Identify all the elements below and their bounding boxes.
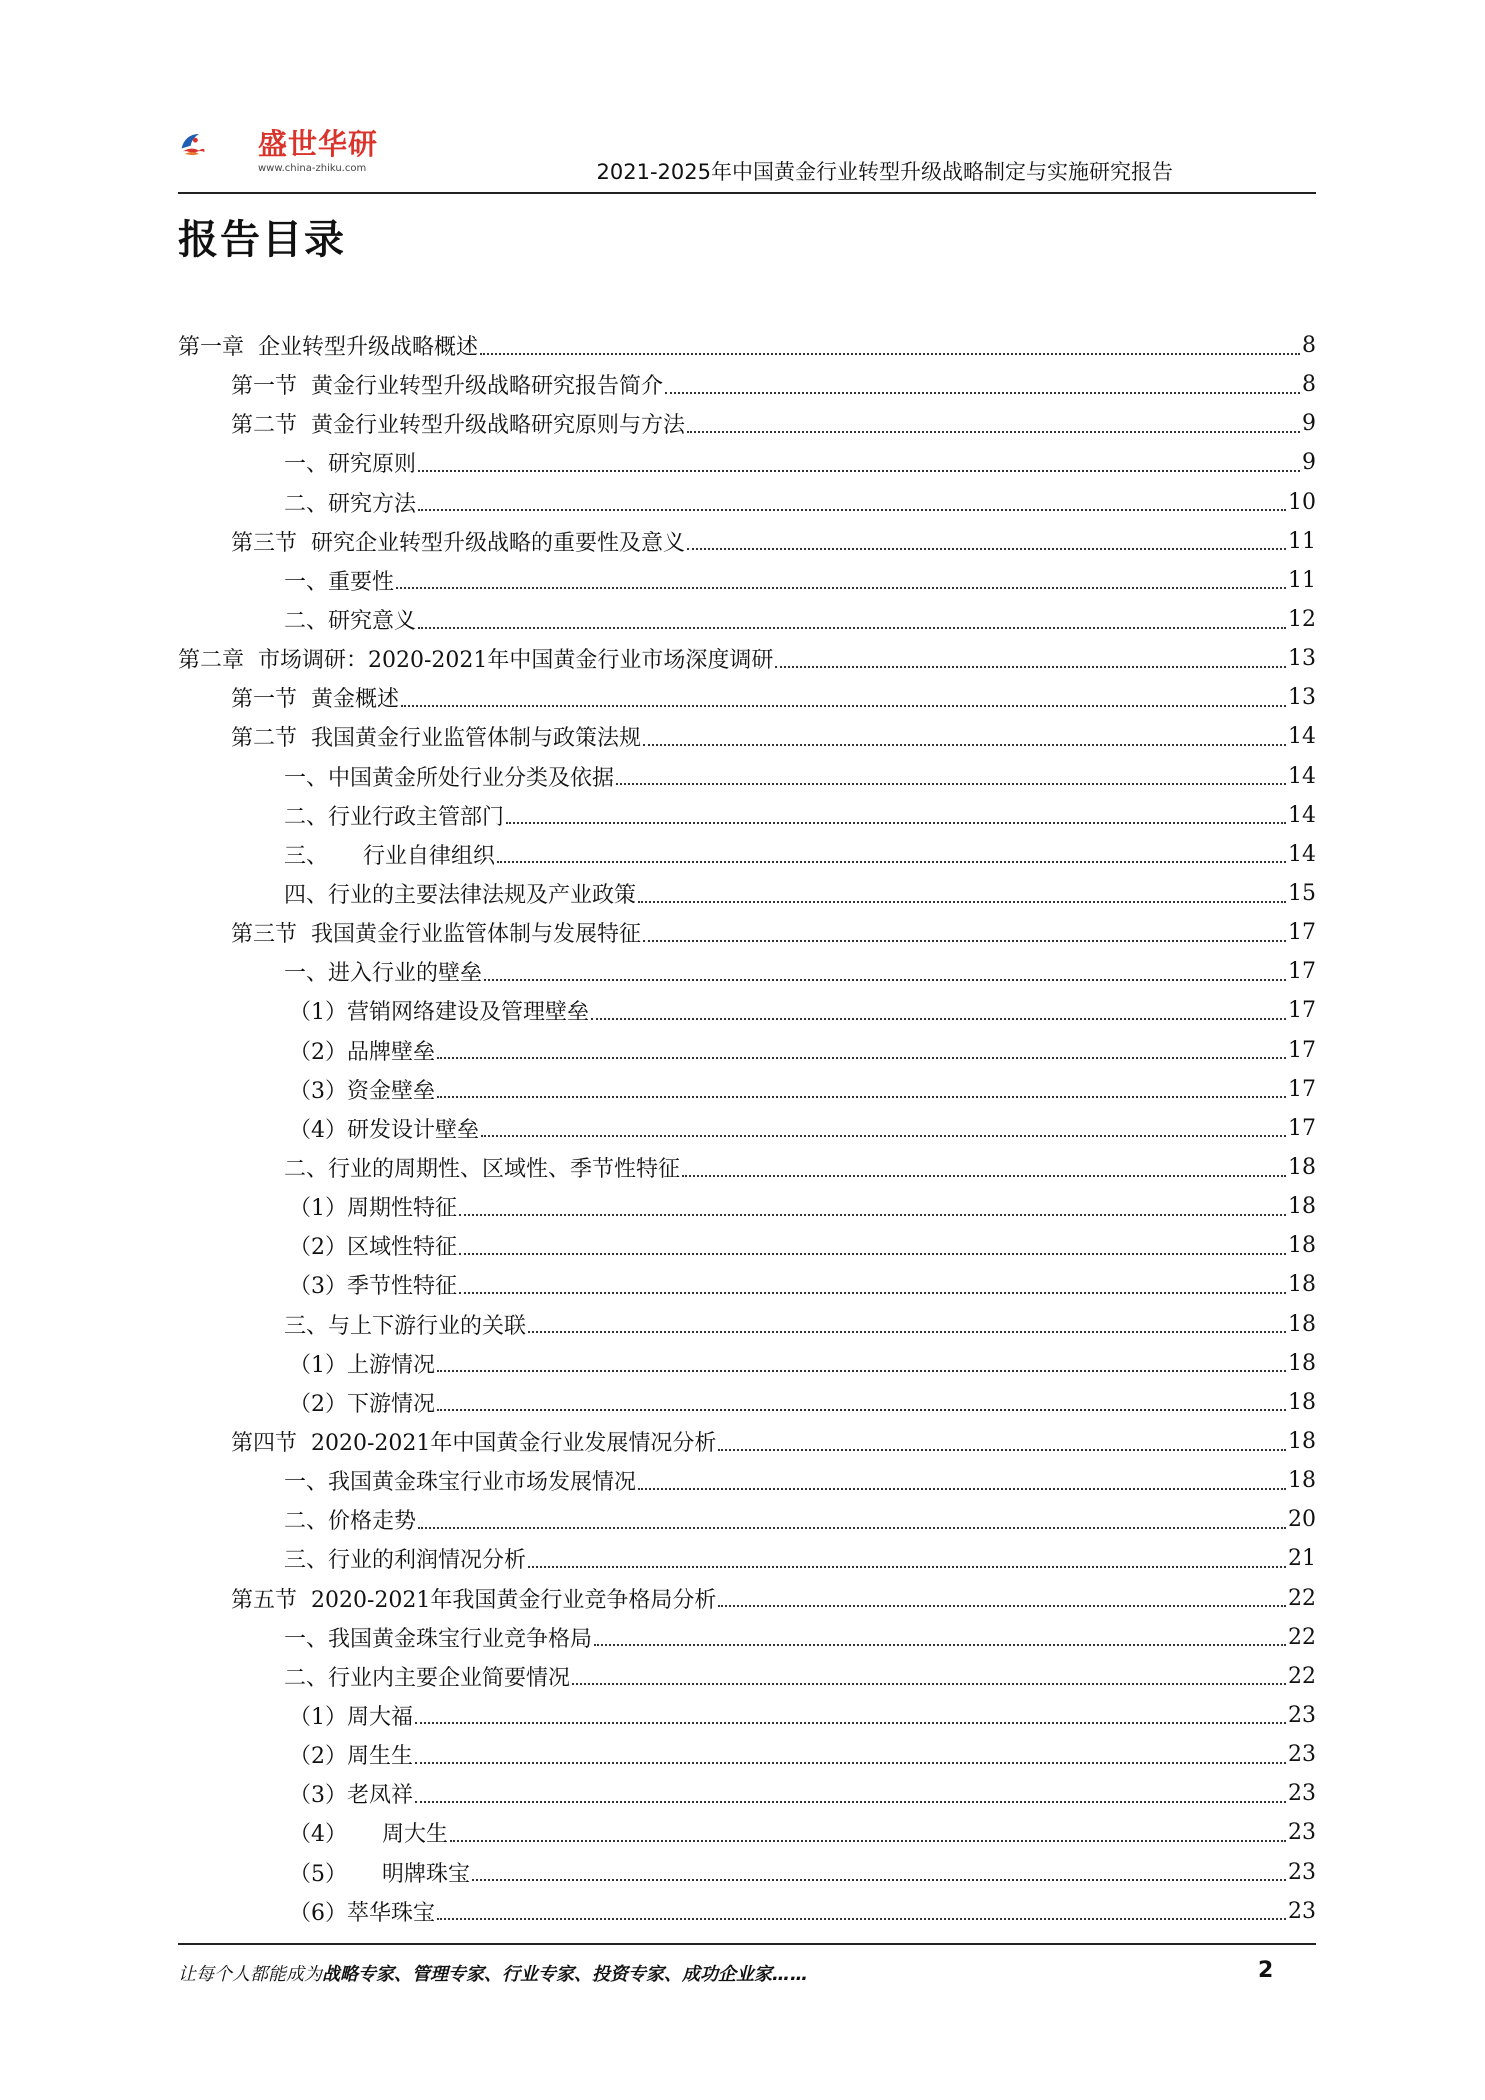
toc-entry-page: 10	[1288, 489, 1316, 515]
toc-entry[interactable]	[178, 1813, 1316, 1852]
toc-entry-page: 9	[1302, 411, 1316, 437]
toc-entry-label: （1）营销网络建设及管理壁垒	[289, 995, 589, 1026]
toc-leader-dots	[396, 587, 1286, 589]
toc-entry-label: 第一章 企业转型升级战略概述	[178, 330, 478, 361]
toc-entry-label: 一、我国黄金珠宝行业竞争格局	[284, 1622, 592, 1653]
toc-entry[interactable]	[178, 600, 1316, 639]
toc-entry[interactable]	[178, 561, 1316, 600]
toc-entry-label: 三、行业的利润情况分析	[284, 1543, 526, 1574]
toc-leader-dots	[638, 901, 1286, 903]
toc-entry-page: 17	[1288, 920, 1316, 946]
footer-divider	[178, 1943, 1316, 1945]
toc-entry-label: 二、研究方法	[284, 487, 416, 518]
page-title: 报告目录	[178, 217, 346, 263]
toc-entry[interactable]	[178, 1148, 1316, 1187]
toc-entry-label: 二、行业行政主管部门	[284, 800, 504, 831]
report-title: 2021-2025年中国黄金行业转型升级战略制定与实施研究报告	[596, 160, 1173, 184]
toc-entry-label: （5） 明牌珠宝	[289, 1857, 470, 1888]
toc-entry-page: 21	[1288, 1546, 1316, 1572]
toc-leader-dots	[643, 940, 1286, 942]
toc-entry-label: （1）周期性特征	[289, 1191, 457, 1222]
toc-entry-page: 14	[1288, 763, 1316, 789]
toc-entry-label: 二、行业内主要企业简要情况	[284, 1661, 570, 1692]
toc-entry[interactable]	[178, 522, 1316, 561]
toc-entry-page: 20	[1288, 1507, 1316, 1533]
toc-entry-page: 18	[1288, 1155, 1316, 1181]
toc-entry[interactable]	[178, 443, 1316, 482]
toc-entry-page: 23	[1288, 1781, 1316, 1807]
toc-entry[interactable]	[178, 1579, 1316, 1618]
toc-entry-page: 13	[1288, 685, 1316, 711]
toc-entry-label: （3）老凤祥	[289, 1778, 413, 1809]
toc-entry-page: 12	[1288, 607, 1316, 633]
toc-entry[interactable]	[178, 1226, 1316, 1265]
toc-entry-page: 18	[1288, 1350, 1316, 1376]
toc-entry[interactable]	[178, 1735, 1316, 1774]
toc-entry[interactable]	[178, 1422, 1316, 1461]
footer-slogan-prefix: 让每个人都能成为	[178, 1964, 322, 1985]
toc-entry-page: 17	[1288, 998, 1316, 1024]
toc-entry[interactable]	[178, 1265, 1316, 1304]
toc-entry[interactable]	[178, 1070, 1316, 1109]
toc-entry[interactable]	[178, 326, 1316, 365]
toc-entry-page: 23	[1288, 1898, 1316, 1924]
toc-entry-page: 22	[1288, 1624, 1316, 1650]
toc-entry-label: （2）下游情况	[289, 1387, 435, 1418]
toc-entry[interactable]	[178, 483, 1316, 522]
toc-entry-label: 二、价格走势	[284, 1504, 416, 1535]
toc-entry-page: 8	[1302, 333, 1316, 359]
toc-leader-dots	[687, 548, 1286, 550]
toc-entry[interactable]	[178, 365, 1316, 404]
toc-entry-label: 一、重要性	[284, 565, 394, 596]
toc-leader-dots	[437, 1057, 1286, 1059]
toc-entry-label: 一、进入行业的壁垒	[284, 956, 482, 987]
toc-entry[interactable]	[178, 1305, 1316, 1344]
toc-entry-label: （4） 周大生	[289, 1817, 448, 1848]
toc-entry[interactable]	[178, 639, 1316, 678]
toc-entry-label: （1）上游情况	[289, 1348, 435, 1379]
toc-entry-page: 14	[1288, 724, 1316, 750]
toc-entry-label: 第一节 黄金行业转型升级战略研究报告简介	[231, 369, 663, 400]
toc-entry-page: 17	[1288, 1115, 1316, 1141]
toc-leader-dots	[459, 1214, 1286, 1216]
toc-entry[interactable]	[178, 1383, 1316, 1422]
toc-leader-dots	[643, 744, 1286, 746]
toc-entry-label: 一、中国黄金所处行业分类及依据	[284, 761, 614, 792]
toc-entry-page: 22	[1288, 1663, 1316, 1689]
toc-entry[interactable]	[178, 952, 1316, 991]
toc-entry-page: 8	[1302, 372, 1316, 398]
toc-entry-label: （2）周生生	[289, 1739, 413, 1770]
toc-entry[interactable]	[178, 1774, 1316, 1813]
toc-leader-dots	[638, 1488, 1286, 1490]
toc-entry-page: 22	[1288, 1585, 1316, 1611]
toc-entry[interactable]	[178, 796, 1316, 835]
toc-entry-page: 11	[1288, 567, 1316, 593]
table-of-contents	[178, 326, 1316, 1931]
toc-entry[interactable]	[178, 1892, 1316, 1931]
toc-entry[interactable]	[178, 757, 1316, 796]
toc-entry-label: 第二节 黄金行业转型升级战略研究原则与方法	[231, 408, 685, 439]
toc-entry-page: 15	[1288, 881, 1316, 907]
toc-entry[interactable]	[178, 1852, 1316, 1891]
toc-entry[interactable]	[178, 404, 1316, 443]
toc-entry-label: 二、研究意义	[284, 604, 416, 635]
toc-entry-label: 一、研究原则	[284, 447, 416, 478]
toc-entry[interactable]	[178, 1696, 1316, 1735]
toc-entry-page: 23	[1288, 1820, 1316, 1846]
toc-entry[interactable]	[178, 678, 1316, 717]
toc-entry[interactable]	[178, 1344, 1316, 1383]
toc-leader-dots	[437, 1370, 1286, 1372]
toc-entry-label: 二、行业的周期性、区域性、季节性特征	[284, 1152, 680, 1183]
toc-leader-dots	[687, 431, 1300, 433]
toc-entry-label: 三、与上下游行业的关联	[284, 1309, 526, 1340]
toc-leader-dots	[418, 509, 1286, 511]
toc-entry-page: 18	[1288, 1429, 1316, 1454]
toc-entry-label: 三、 行业自律组织	[284, 839, 495, 870]
toc-entry-label: 第二章 市场调研：2020-2021年中国黄金行业市场深度调研	[178, 643, 773, 674]
toc-leader-dots	[418, 627, 1286, 629]
page-number: 2	[1258, 1958, 1274, 1983]
toc-leader-dots	[718, 1605, 1286, 1607]
toc-entry-label: 第三节 我国黄金行业监管体制与发展特征	[231, 917, 641, 948]
toc-entry-page: 17	[1288, 959, 1316, 985]
toc-entry[interactable]	[178, 1109, 1316, 1148]
toc-leader-dots	[415, 1801, 1286, 1803]
toc-leader-dots	[437, 1918, 1286, 1920]
toc-entry-label: 第二节 我国黄金行业监管体制与政策法规	[231, 721, 641, 752]
toc-leader-dots	[682, 1175, 1286, 1177]
toc-entry[interactable]	[178, 1657, 1316, 1696]
toc-entry[interactable]	[178, 1500, 1316, 1539]
toc-leader-dots	[450, 1840, 1286, 1842]
toc-leader-dots	[459, 1253, 1286, 1255]
toc-entry-label: （4）研发设计壁垒	[289, 1113, 479, 1144]
toc-entry-page: 23	[1288, 1742, 1316, 1768]
toc-entry-page: 9	[1302, 450, 1316, 476]
toc-entry[interactable]	[178, 991, 1316, 1030]
toc-entry-page: 11	[1288, 528, 1316, 554]
toc-entry-page: 17	[1288, 1076, 1316, 1102]
toc-leader-dots	[528, 1331, 1286, 1333]
toc-leader-dots	[572, 1683, 1286, 1685]
toc-leader-dots	[415, 1722, 1286, 1724]
toc-leader-dots	[418, 1527, 1286, 1529]
toc-leader-dots	[401, 705, 1286, 707]
toc-entry-label: 一、我国黄金珠宝行业市场发展情况	[284, 1465, 636, 1496]
toc-entry[interactable]	[178, 1618, 1316, 1657]
toc-entry-page: 18	[1288, 1233, 1316, 1259]
toc-entry[interactable]	[178, 1539, 1316, 1578]
toc-entry-label: 第一节 黄金概述	[231, 682, 399, 713]
logo-name: 盛世华研	[258, 127, 379, 161]
toc-entry-label: （6）萃华珠宝	[289, 1896, 435, 1927]
toc-entry-label: （1）周大福	[289, 1700, 413, 1731]
company-logo	[178, 105, 258, 185]
toc-leader-dots	[415, 1762, 1286, 1764]
toc-entry[interactable]	[178, 874, 1316, 913]
footer-slogan	[178, 1960, 808, 1986]
toc-entry[interactable]	[178, 717, 1316, 756]
toc-entry-label: （2）区域性特征	[289, 1230, 457, 1261]
toc-leader-dots	[480, 353, 1300, 355]
toc-entry-page: 18	[1288, 1311, 1316, 1337]
toc-entry-page: 18	[1288, 1389, 1316, 1415]
toc-entry-label: 第三节 研究企业转型升级战略的重要性及意义	[231, 526, 685, 557]
toc-entry-page: 23	[1288, 1702, 1316, 1728]
toc-entry-page: 18	[1288, 1194, 1316, 1220]
toc-entry-label: 四、行业的主要法律法规及产业政策	[284, 878, 636, 909]
logo-url: www.china-zhiku.com	[258, 163, 367, 174]
footer-slogan-highlight: 战略专家、管理专家、行业专家、投资专家、成功企业家……	[322, 1964, 808, 1985]
toc-entry[interactable]	[178, 913, 1316, 952]
toc-entry-page: 18	[1288, 1272, 1316, 1298]
toc-entry[interactable]	[178, 1187, 1316, 1226]
toc-entry-page: 18	[1288, 1468, 1316, 1494]
toc-leader-dots	[459, 1292, 1286, 1294]
toc-leader-dots	[665, 392, 1300, 394]
toc-leader-dots	[616, 783, 1286, 785]
toc-entry-label: 第四节 2020-2021年中国黄金行业发展情况分析	[231, 1426, 716, 1457]
toc-leader-dots	[775, 666, 1286, 668]
toc-leader-dots	[528, 1566, 1286, 1568]
toc-entry-label: （3）资金壁垒	[289, 1074, 435, 1105]
toc-entry[interactable]	[178, 1031, 1316, 1070]
toc-leader-dots	[437, 1096, 1286, 1098]
toc-entry-page: 14	[1288, 841, 1316, 867]
toc-entry-page: 14	[1288, 802, 1316, 828]
toc-leader-dots	[481, 1135, 1286, 1137]
toc-leader-dots	[594, 1644, 1286, 1646]
toc-leader-dots	[497, 861, 1286, 863]
toc-leader-dots	[718, 1449, 1286, 1451]
toc-entry-label: （3）季节性特征	[289, 1269, 457, 1300]
toc-leader-dots	[472, 1879, 1286, 1881]
toc-entry-page: 13	[1288, 646, 1316, 672]
toc-entry-page: 17	[1288, 1037, 1316, 1063]
toc-entry-page: 23	[1288, 1859, 1316, 1885]
toc-leader-dots	[591, 1018, 1286, 1020]
toc-leader-dots	[418, 470, 1300, 472]
toc-entry[interactable]	[178, 1461, 1316, 1500]
toc-leader-dots	[506, 822, 1286, 824]
toc-leader-dots	[484, 979, 1286, 981]
toc-entry-label: （2）品牌壁垒	[289, 1035, 435, 1066]
toc-entry-label: 第五节 2020-2021年我国黄金行业竞争格局分析	[231, 1583, 716, 1614]
toc-leader-dots	[437, 1409, 1286, 1411]
toc-entry[interactable]	[178, 835, 1316, 874]
header-divider	[178, 192, 1316, 194]
